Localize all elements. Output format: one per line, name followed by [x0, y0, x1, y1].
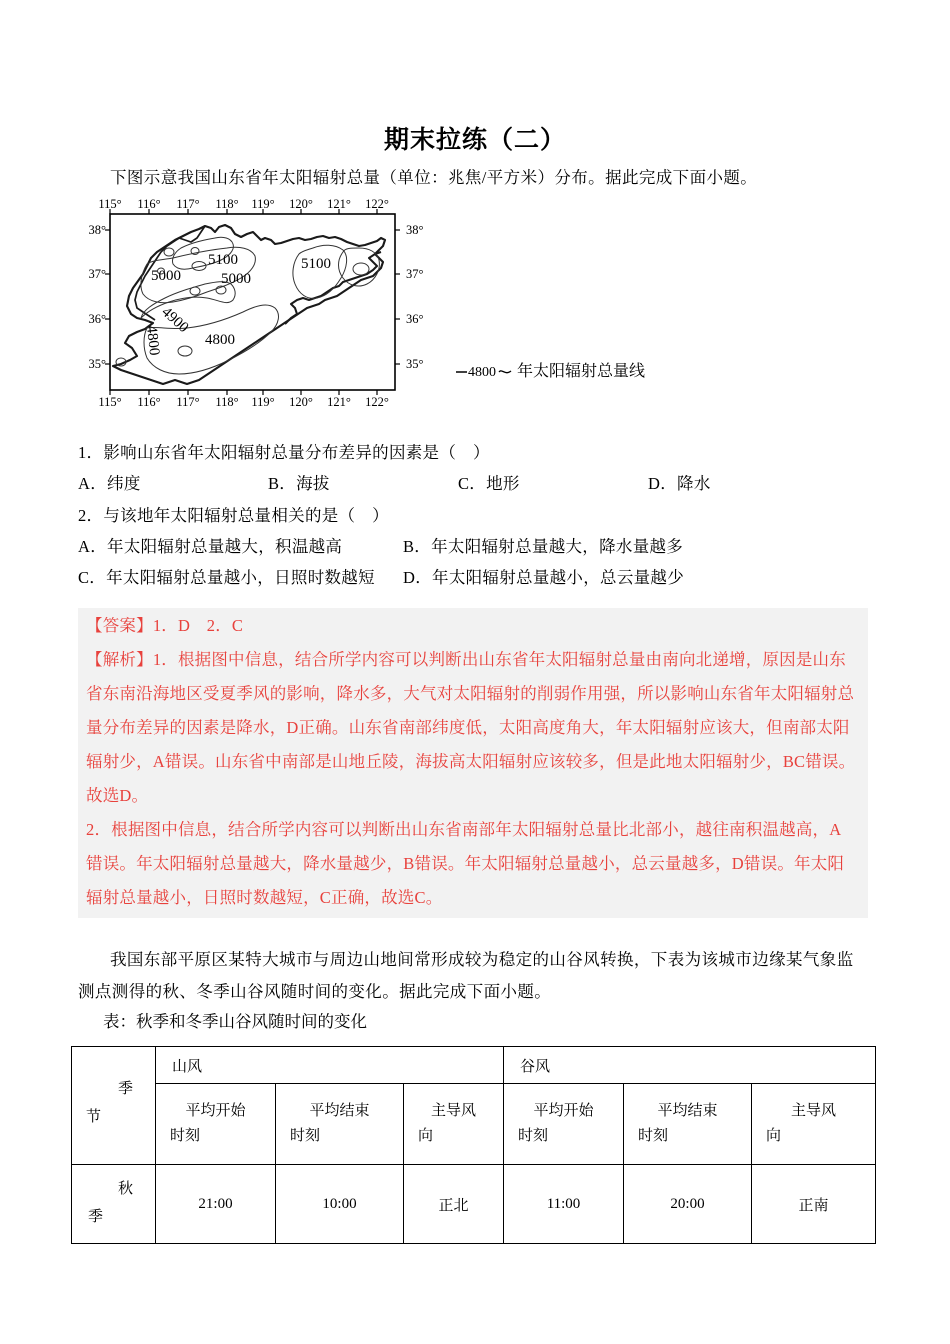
analysis-line-1 — [86, 646, 846, 670]
subheader-line2: 时刻 — [290, 1128, 321, 1144]
table-group-mountain-wind: 山风 — [156, 1047, 504, 1084]
map-svg — [85, 196, 435, 411]
svg-text:119°: 119° — [251, 197, 275, 211]
subheader-line1: 平均开始 — [533, 1103, 594, 1119]
analysis-line-7: 错误。年太阳辐射总量越大，降水量越少，B错误。年太阳辐射总量越小，总云量越多，D错误。年太阳 — [86, 854, 845, 873]
analysis-line-2: 省东南沿海地区受夏季风的影响，降水多，大气对太阳辐射的削弱作用强，所以影响山东省年太阳辐射总 — [86, 684, 855, 703]
table-caption: 表：秋季和冬季山谷风随时间的变化 — [103, 1012, 367, 1031]
map-legend — [455, 358, 645, 381]
table-subheader-mountain-start — [156, 1084, 276, 1165]
svg-text:122°: 122° — [365, 395, 389, 409]
question-2-options-row-1 — [78, 534, 878, 560]
contour-label-5100-peninsula: 5100 — [301, 256, 331, 272]
question-1-stem — [78, 440, 490, 466]
subheader-line1: 平均开始 — [185, 1103, 246, 1119]
mountain-valley-wind-table — [71, 1046, 876, 1244]
subheader-line1: 平均结束 — [657, 1103, 718, 1119]
cell-valley-direction: 正南 — [752, 1165, 876, 1244]
svg-text:117°: 117° — [176, 395, 200, 409]
subheader-line1: 平均结束 — [309, 1103, 370, 1119]
contour-label-4900: 4900 — [158, 304, 192, 337]
question-2-text: 与该地年太阳辐射总量相关的是（ ） — [103, 506, 389, 525]
svg-text:38°: 38° — [406, 223, 424, 237]
contour-label-5000-central: 5000 — [151, 268, 181, 284]
small-contour-9 — [353, 263, 369, 275]
svg-text:118°: 118° — [215, 197, 239, 211]
svg-text:120°: 120° — [289, 197, 313, 211]
cell-mountain-end-time: 10:00 — [276, 1165, 404, 1244]
svg-text:36°: 36° — [88, 312, 106, 326]
question-1-option-a[interactable]: A．纬度 — [78, 474, 141, 493]
page-title: 期末拉练（二） — [383, 126, 566, 154]
subheader-line2: 向 — [418, 1128, 434, 1144]
table-row — [72, 1165, 876, 1244]
cell-valley-end-time: 20:00 — [624, 1165, 752, 1244]
subheader-line2: 时刻 — [518, 1128, 549, 1144]
table-subheader-mountain-direction — [404, 1084, 504, 1165]
analysis-line-8: 辐射总量越小，日照时数越短，C正确，故选C。 — [86, 888, 443, 907]
cell-valley-start-time: 11:00 — [504, 1165, 624, 1244]
question-2-number: 2． — [78, 506, 104, 525]
map-ticks — [105, 209, 400, 395]
svg-text:120°: 120° — [289, 395, 313, 409]
svg-text:116°: 116° — [137, 395, 161, 409]
map-latitude-labels-right — [406, 223, 424, 371]
contour-label-5000-east: 5000 — [221, 271, 251, 287]
analysis-line-6: 2．根据图中信息，结合所学内容可以判断出山东省南部年太阳辐射总量比北部小，越往南积温越高，A — [86, 820, 842, 839]
svg-text:35°: 35° — [88, 357, 106, 371]
subheader-line2: 时刻 — [638, 1128, 669, 1144]
svg-text:38°: 38° — [88, 223, 106, 237]
table-header-row-1 — [72, 1047, 876, 1084]
table-subheader-valley-end — [624, 1084, 752, 1165]
legend-line-icon — [455, 363, 513, 377]
legend-label: 年太阳辐射总量线 — [517, 363, 646, 380]
small-contour-5 — [190, 287, 200, 295]
shandong-solar-radiation-map — [85, 196, 435, 411]
table-subheader-valley-start — [504, 1084, 624, 1165]
contour-label-4800-west: 4800 — [143, 324, 163, 357]
svg-text:121°: 121° — [327, 395, 351, 409]
analysis-line-3: 量分布差异的因素是降水，D正确。山东省南部纬度低，太阳高度角大，年太阳辐射应该大，但南部太阳 — [86, 718, 850, 737]
analysis-line-4: 辐射少，A错误。山东省中南部是山地丘陵，海拔高太阳辐射应该较多，但是此地太阳辐射少，BC错误。 — [86, 752, 856, 771]
question-1-number: 1． — [78, 443, 104, 462]
contour-label-4800-south: 4800 — [205, 332, 235, 348]
map-latitude-labels-left — [89, 223, 107, 371]
corner-label-segment: 节 — [86, 1109, 102, 1125]
question-1-option-b[interactable]: B．海拔 — [268, 474, 330, 493]
answer-analysis-block — [78, 608, 868, 918]
question-2-option-c[interactable]: C．年太阳辐射总量越小，日照时数越短 — [78, 568, 375, 587]
answer-value: 1．D 2．C — [152, 616, 244, 635]
season-label-top: 秋 — [117, 1181, 133, 1197]
small-contour-7 — [178, 346, 192, 356]
svg-text:119°: 119° — [251, 395, 275, 409]
table-header-row-2 — [72, 1084, 876, 1165]
svg-text:118°: 118° — [215, 395, 239, 409]
passage-1-text: 下图示意我国山东省年太阳辐射总量（单位：兆焦/平方米）分布。据此完成下面小题。 — [110, 168, 758, 187]
svg-text:122°: 122° — [365, 197, 389, 211]
table-subheader-valley-direction — [752, 1084, 876, 1165]
svg-text:36°: 36° — [406, 312, 424, 326]
small-contour-1 — [164, 248, 174, 256]
svg-text:37°: 37° — [88, 267, 106, 281]
subheader-line2: 向 — [766, 1128, 782, 1144]
contour-label-5100-north: 5100 — [208, 252, 238, 268]
table-corner-cell — [72, 1047, 156, 1165]
svg-text:115°: 115° — [98, 395, 122, 409]
subheader-line2: 时刻 — [170, 1128, 201, 1144]
question-1-option-c[interactable]: C．地形 — [458, 474, 520, 493]
map-longitude-labels-bottom — [98, 395, 389, 409]
analysis-text-1: 1．根据图中信息，结合所学内容可以判断出山东省年太阳辐射总量由南向北递增，原因是山东 — [152, 650, 846, 669]
question-2-option-d[interactable]: D．年太阳辐射总量越小，总云量越少 — [403, 568, 685, 587]
analysis-label: 【解析】 — [86, 650, 153, 669]
svg-text:115°: 115° — [98, 197, 122, 211]
passage-2-text: 我国东部平原区某特大城市与周边山地间常形成较为稳定的山谷风转换，下表为该城市边缘某气象监测点测得的秋、冬季山谷风随时间的变化。据此完成下面小题。 — [78, 950, 854, 1001]
svg-text:35°: 35° — [406, 357, 424, 371]
question-2-option-b[interactable]: B．年太阳辐射总量越大，降水量越多 — [403, 537, 684, 556]
svg-text:116°: 116° — [137, 197, 161, 211]
map-frame — [110, 214, 395, 390]
table-row-season-cell — [72, 1165, 156, 1244]
map-longitude-labels-top — [98, 197, 389, 211]
question-1-text: 影响山东省年太阳辐射总量分布差异的因素是（ ） — [103, 443, 490, 462]
answer-label: 【答案】 — [86, 616, 153, 635]
question-2-stem — [78, 503, 389, 529]
map-contour-labels — [143, 252, 331, 356]
table-group-valley-wind: 谷风 — [504, 1047, 876, 1084]
svg-text:117°: 117° — [176, 197, 200, 211]
svg-text:37°: 37° — [406, 267, 424, 281]
question-2-option-a[interactable]: A．年太阳辐射总量越大，积温越高 — [78, 537, 343, 556]
analysis-line-5: 故选D。 — [86, 786, 149, 805]
subheader-line1: 主导风 — [430, 1103, 476, 1119]
cell-mountain-start-time: 21:00 — [156, 1165, 276, 1244]
question-1-options — [78, 471, 878, 497]
svg-text:4800: 4800 — [468, 364, 496, 377]
answer-line — [86, 612, 243, 636]
corner-label-season: 季 — [117, 1081, 133, 1097]
season-label-bottom: 季 — [88, 1209, 104, 1225]
subheader-line1: 主导风 — [790, 1103, 836, 1119]
svg-text:121°: 121° — [327, 197, 351, 211]
table-subheader-mountain-end — [276, 1084, 404, 1165]
question-2-options-row-2 — [78, 565, 878, 591]
question-1-option-d[interactable]: D．降水 — [648, 474, 711, 493]
cell-mountain-direction: 正北 — [404, 1165, 504, 1244]
